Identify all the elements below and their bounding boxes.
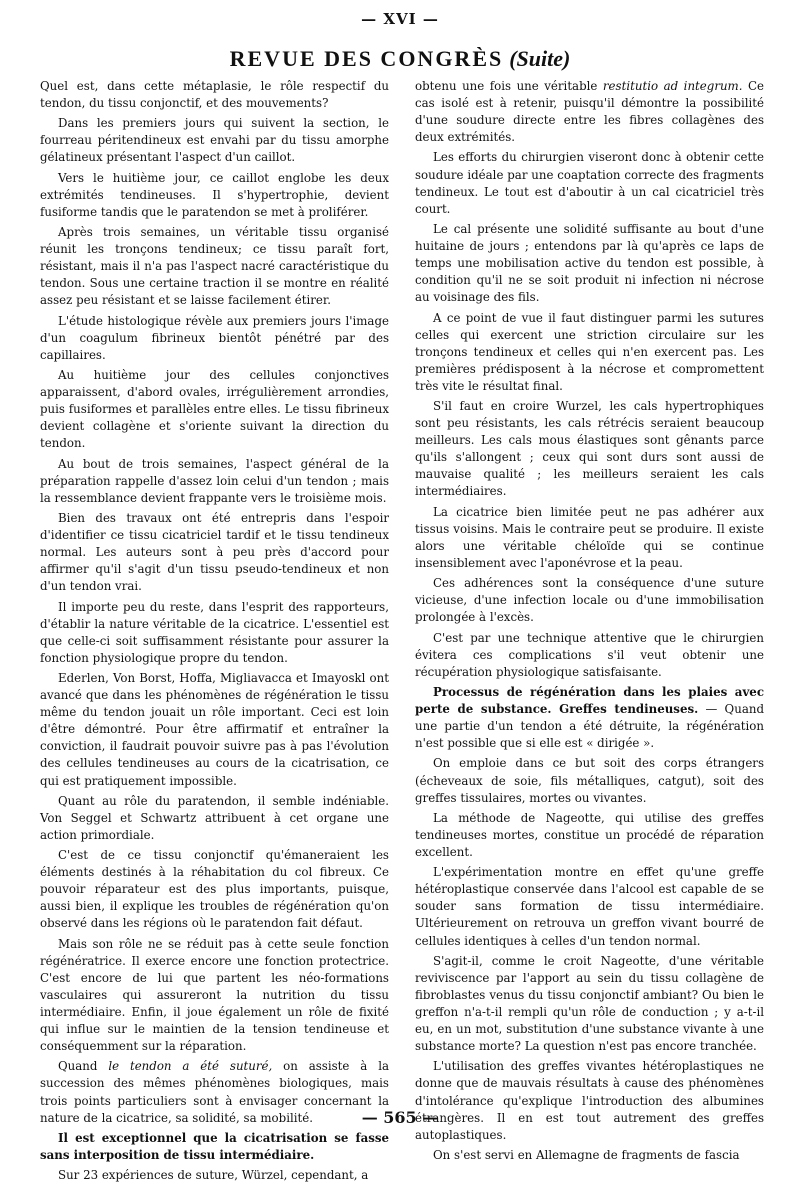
paragraph (415, 78, 764, 146)
paragraph: A ce point de vue il faut distinguer parmi les sutures celles qui exercent une striction circulaire sur les tronçons tendineux et celles qui n'en exercent pas. Les premières prédisposent à la nécrose et compromettent très vite le résultat final. (415, 310, 764, 393)
paragraph: On emploie dans ce but soit des corps étrangers (écheveaux de soie, fils métalliques, catgut), soit des greffes tissulaires, mortes ou vivantes. (415, 756, 764, 805)
paragraph: L'utilisation des greffes vivantes hétéroplastiques ne donne que de mauvais résultats à cause des phénomènes d'intolérance qu'explique l'introduction des albumines étrangères. Il en est tout autrement des greffes autoplastiques. (415, 1059, 764, 1142)
paragraph: Quel est, dans cette métaplasie, le rôle respectif du tendon, du tissu conjonctif, et des mouvements? (40, 79, 389, 111)
text-run: — Quand une partie d'un tendon a été détruite, la régénération n'est possible que si elle est « dirigée ». (415, 702, 765, 751)
paragraph: Sur 23 expériences de suture, Würzel, cependant, a (58, 1168, 369, 1183)
italic-text: restitutio ad integrum. (602, 79, 743, 93)
paragraph: L'expérimentation montre en effet qu'une greffe hétéroplastique conservée dans l'alcool est capable de se souder sans formation de tissu intermédiaire. Ultérieurement on retrouva un greffon vivant bourré de cellules identiques à celles d'un tendon normal. (415, 865, 764, 948)
paragraph: Au bout de trois semaines, l'aspect général de la préparation rappelle d'assez loin celui d'un tendon ; mais la ressemblance devient frappante vers le troisième mois. (40, 456, 389, 505)
paragraph: S'agit-il, comme le croit Nageotte, d'une véritable reviviscence par l'apport au sein du tissu collagène de fibroblastes venus du tissu conjonctif ambiant? Ou bien le greffon n'a-t-il rempli qu'un rôle de conduction ; y a-t-il eu, en un mot, substitution d'une substance vivante à une substance morte? La question n'est pas encore tranchée. (415, 953, 764, 1054)
page-number: — 565 — (361, 1108, 439, 1127)
paragraph: Après trois semaines, un véritable tissu organisé réunit les tronçons tendineux; ce tissu paraît fort, résistant, mais il n'a pas l'aspect nacré caractéristique du tendon. Sous une certaine traction il se montre en réalité assez peu résistant et se laisse facilement étirer. (40, 225, 389, 308)
paragraph (415, 684, 764, 752)
roman-page-number: — XVI — (361, 10, 439, 28)
paragraph: On s'est servi en Allemagne de fragments de fascia (433, 1147, 740, 1162)
page-title (0, 46, 800, 72)
text-run: on assiste à la succession des mêmes phénomènes biologiques, mais trois points particuliers sont à envisager concernant la nature de la cicatrice, sa solidité, sa mobilité. (40, 1059, 389, 1125)
text-run: obtenu une fois une véritable (415, 79, 603, 93)
right-column (415, 78, 764, 1167)
paragraph: Quant au rôle du paratendon, il semble indéniable. Von Seggel et Schwartz attribuent à cet organe une action primordiale. (40, 793, 389, 842)
paragraph: C'est par une technique attentive que le chirurgien évitera ces complications s'il veut obtenir une récupération physiologique satisfaisante. (415, 630, 764, 679)
paragraph: Au huitième jour des cellules conjonctives apparaissent, d'abord ovales, irrégulièrement arrondies, puis fusiformes et parallèles entre elles. Le tissu fibrineux devient collagène et s'oriente suivant la direction du tendon. (40, 368, 389, 451)
text-run: Ce cas isolé est à retenir, puisqu'il démontre la possibilité d'une soudure directe entre les fibres collagènes des deux extrémités. (415, 79, 765, 145)
paragraph: Mais son rôle ne se réduit pas à cette seule fonction régénératrice. Il exerce encore une fonction protectrice. C'est encore de lui que partent les néo-formations vasculaires qui assureront la nutrition du tissu intermédiaire. Enfin, il joue également un rôle de fixité qui influe sur le maintien de la tension tendineuse et conséquemment sur la réparation. (40, 936, 389, 1054)
section-heading: Processus de régénération dans les plaies avec perte de substance. Greffes tendineuses. (415, 684, 764, 717)
paragraph: L'étude histologique révèle aux premiers jours l'image d'un coagulum fibrineux bientôt pénétré par des capillaires. (40, 313, 389, 362)
paragraph: S'il faut en croire Wurzel, les cals hypertrophiques sont peu résistants, les cals rétrécis seraient beaucoup meilleurs. Les cals mous élastiques sont gênants parce qu'ils s'allongent ; ceux qui sont durs sont aussi de mauvaise qualité ; les meilleurs seraient les cals intermédiaires. (415, 399, 764, 499)
title-suffix: (Suite) (509, 46, 571, 71)
paragraph: Dans les premiers jours qui suivent la section, le fourreau péritendineux est envahi par du tissu amorphe gélatineux présentant l'aspect d'un caillot. (40, 116, 389, 165)
paragraph: C'est de ce tissu conjonctif qu'émaneraient les éléments destinés à la réhabitation du col fibreux. Ce pouvoir réparateur est des plus importants, puisque, aussi bien, il explique les troubles de régénération qu'on observé dans les régions où le paratendon fait défaut. (40, 848, 389, 931)
paragraph: Ces adhérences sont la conséquence d'une suture vicieuse, d'une infection locale ou d'une immobilisation prolongée à l'excès. (415, 576, 764, 625)
paragraph: Il est exceptionnel que la cicatrisation se fasse sans interposition de tissu intermédiaire. (40, 1130, 389, 1162)
paragraph: Bien des travaux ont été entrepris dans l'espoir d'identifier ce tissu cicatriciel tardif et le tissu tendineux normal. Les auteurs sont à peu près d'accord pour affirmer qu'il s'agit d'un tissu pseudo-tendineux et non d'un tendon vrai. (40, 511, 389, 594)
paragraph: Il importe peu du reste, dans l'esprit des rapporteurs, d'établir la nature véritable de la cicatrice. L'essentiel est que celle-ci soit suffisamment résistante pour assurer la fonction physiologique propre du tendon. (40, 599, 389, 665)
title-text: REVUE DES CONGRÈS (229, 46, 504, 71)
paragraph: La cicatrice bien limitée peut ne pas adhérer aux tissus voisins. Mais le contraire peut se produire. Il existe alors une véritable chéloïde qui se continue insensiblement avec l'aponévrose et la peau. (415, 504, 764, 570)
paragraph: Le cal présente une solidité suffisante au bout d'une huitaine de jours ; entendons par là qu'après ce laps de temps une mobilisation active du tendon est possible, à condition qu'il ne se soit produit ni infection ni nécrose au voisinage des fils. (415, 221, 764, 305)
paragraph: Vers le huitième jour, ce caillot englobe les deux extrémités tendineuses. Il s'hypertrophie, devient fusiforme tandis que le paratendon se met à proliférer. (40, 170, 389, 219)
text-run: Quand (58, 1059, 109, 1074)
paragraph: Ederlen, Von Borst, Hoffa, Migliavacca et Imayoskl ont avancé que dans les phénomènes de régénération le tissu même du tendon jouait un rôle important. Ceci est loin d'être démontré. Pour être affirmatif et entraîner la conviction, il faudrait pouvoir suivre pas à pas l'évolution des cellules tendineuses au cours de la cicatrisation, ce qui est pratiquement impossible. (40, 671, 389, 788)
italic-text: le tendon a été suturé, (108, 1059, 273, 1074)
paragraph: La méthode de Nageotte, qui utilise des greffes tendineuses mortes, constitue un procédé de réparation excellent. (415, 810, 764, 859)
left-column (40, 78, 389, 1188)
paragraph: Les efforts du chirurgien viseront donc à obtenir cette soudure idéale par une coaptation correcte des fragments tendineux. Le tout est d'aboutir à un cal cicatriciel très court. (415, 150, 764, 216)
